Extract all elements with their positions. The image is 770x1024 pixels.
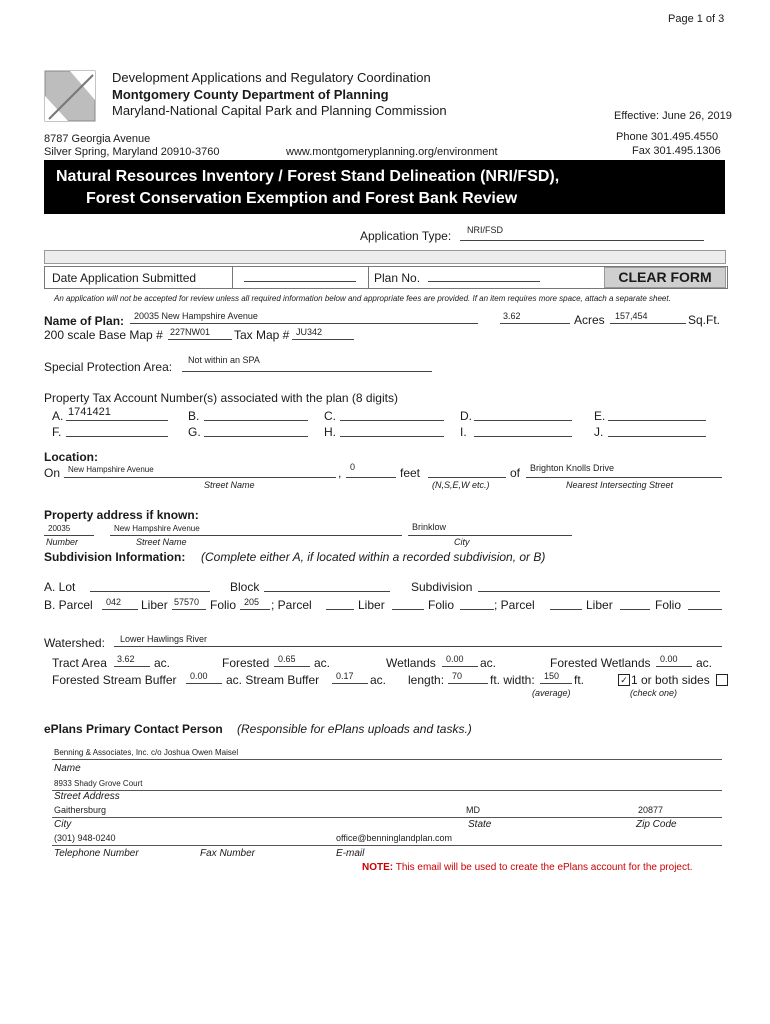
intersect-line: [526, 477, 722, 478]
contact-phone-value[interactable]: (301) 948-0240: [54, 833, 116, 843]
divider: [232, 266, 233, 288]
parcel3-line[interactable]: [550, 609, 582, 610]
application-type-label: Application Type:: [360, 229, 452, 243]
telephone-caption: Telephone Number: [54, 848, 139, 859]
subdivision-label: Subdivision: [411, 580, 473, 594]
forested-wetlands-label: Forested Wetlands: [550, 656, 651, 670]
parcel2-line[interactable]: [326, 609, 354, 610]
name-of-plan-label: Name of Plan:: [44, 314, 125, 328]
ac-label: ac.: [154, 656, 171, 670]
note-text: This email will be used to create the ePlans account for the project.: [393, 862, 693, 873]
tax-account-letter: H.: [324, 425, 336, 439]
tax-account-line: [66, 420, 168, 421]
width-label: ft. width:: [490, 673, 535, 687]
street-caption: Street Name: [136, 537, 187, 547]
one-or-both-sides-label: 1 or both sides: [631, 673, 710, 687]
tax-account-line[interactable]: [340, 420, 444, 421]
ac-label: ac.: [480, 656, 497, 670]
forested-label: Forested: [222, 656, 270, 670]
property-street-line: [110, 535, 402, 536]
intersect-caption: Nearest Intersecting Street: [566, 480, 674, 490]
tax-account-letter: F.: [52, 425, 62, 439]
parcel-label: B. Parcel: [44, 598, 93, 612]
check-one-caption: (check one): [630, 688, 678, 698]
contact-email-value[interactable]: office@benninglandplan.com: [336, 833, 453, 843]
subdivision-heading: Subdivision Information:: [44, 550, 186, 564]
contact-city-value[interactable]: Gaithersburg: [54, 805, 107, 815]
notice-text: An application will not be accepted for review unless all required information below and appropriate fees are provided. If an item requires more space, attach a separate sheet.: [54, 294, 671, 303]
contact-zip-value[interactable]: 20877: [638, 805, 664, 815]
folio3-label: Folio: [655, 598, 682, 612]
state-caption: State: [468, 819, 492, 830]
forested-stream-buffer-line: [186, 683, 222, 684]
ac-label: ac.: [314, 656, 331, 670]
stream-buffer-line: [332, 683, 368, 684]
spa-label: Special Protection Area:: [44, 360, 173, 374]
location-on-label: On: [44, 466, 61, 480]
name-of-plan-value[interactable]: 20035 New Hampshire Avenue: [134, 311, 258, 321]
city-caption: City: [454, 537, 470, 547]
location-comma: ,: [338, 466, 342, 480]
wetlands-line: [442, 666, 478, 667]
width-value[interactable]: 150: [544, 671, 560, 681]
contact-street-line: [52, 790, 722, 791]
tax-account-letter: A.: [52, 409, 64, 423]
stream-buffer-value[interactable]: 0.17: [336, 671, 354, 681]
org-line3: Maryland-National Capital Park and Planning Commission: [112, 103, 447, 118]
parcel3-label: ; Parcel: [494, 598, 535, 612]
contact-note: (Responsible for ePlans uploads and tasks.): [237, 722, 472, 736]
location-street-value[interactable]: New Hampshire Avenue: [68, 465, 154, 474]
lot-label: A. Lot: [44, 580, 76, 594]
tax-account-line[interactable]: [608, 436, 706, 437]
property-number-value[interactable]: 20035: [48, 524, 71, 533]
width-line: [540, 683, 572, 684]
forested-wetlands-line: [656, 666, 692, 667]
property-street-value[interactable]: New Hampshire Avenue: [114, 524, 200, 533]
acres-label: Acres: [574, 313, 605, 327]
fax-caption: Fax Number: [200, 848, 256, 859]
liber3-line[interactable]: [620, 609, 650, 610]
both-sides-checkbox[interactable]: [716, 674, 728, 686]
contact-city-line: [52, 817, 722, 818]
location-street-line: [64, 477, 336, 478]
tax-accounts-heading: Property Tax Account Number(s) associated with the plan (8 digits): [44, 391, 398, 405]
email-caption: E-mail: [336, 848, 365, 859]
plan-no-label: Plan No.: [374, 271, 421, 285]
tax-map-label: Tax Map #: [234, 328, 290, 342]
top-gray-bar: [44, 250, 726, 264]
form-title-bar: [44, 160, 725, 214]
mncppc-logo-icon: [44, 70, 96, 122]
tax-account-letter: J.: [594, 425, 604, 439]
liber-value[interactable]: 57570: [174, 597, 200, 607]
note-label: NOTE:: [362, 862, 394, 873]
tax-account-letter: E.: [594, 409, 606, 423]
feet-value[interactable]: 0: [350, 462, 356, 472]
tax-account-letter: I.: [460, 425, 467, 439]
parcel2-label: ; Parcel: [271, 598, 312, 612]
forested-value[interactable]: 0.65: [278, 654, 296, 664]
folio-line: [240, 609, 270, 610]
block-label: Block: [230, 580, 260, 594]
spa-line: [182, 371, 432, 372]
folio3-line[interactable]: [688, 609, 722, 610]
liber-label: Liber: [141, 598, 168, 612]
base-map-value[interactable]: 227NW01: [170, 327, 211, 337]
tax-account-line[interactable]: [66, 436, 168, 437]
liber2-label: Liber: [358, 598, 385, 612]
length-label: length:: [408, 673, 445, 687]
property-number-line: [44, 535, 94, 536]
org-line1: Development Applications and Regulatory Coordination: [112, 70, 431, 85]
tax-account-letter: C.: [324, 409, 336, 423]
fax-number: Fax 301.495.1306: [632, 145, 721, 157]
watershed-label: Watershed:: [44, 636, 105, 650]
plan-no-field[interactable]: [428, 281, 540, 282]
property-heading: Property address if known:: [44, 508, 199, 522]
spa-value[interactable]: Not within an SPA: [188, 355, 260, 365]
liber-line: [172, 609, 206, 610]
title-line2: Forest Conservation Exemption and Forest Bank Review: [86, 190, 518, 207]
application-type-line: [460, 240, 704, 241]
tract-area-value[interactable]: 3.62: [117, 654, 135, 664]
effective-date: Effective: June 26, 2019: [614, 110, 732, 122]
org-line2: Montgomery County Department of Planning: [112, 87, 389, 102]
tax-account-line[interactable]: [474, 436, 572, 437]
average-caption: (average): [532, 688, 571, 698]
name-caption: Name: [54, 763, 81, 774]
folio-label: Folio: [210, 598, 237, 612]
subdivision-note: (Complete either A, if located within a recorded subdivision, or B): [201, 550, 546, 564]
lot-line[interactable]: [90, 591, 210, 592]
parcel-value[interactable]: 042: [106, 597, 122, 607]
feet-label: feet: [400, 466, 421, 480]
stream-buffer-label: ac. Stream Buffer: [226, 673, 320, 687]
parcel-line: [102, 609, 138, 610]
location-heading: Location:: [44, 450, 98, 464]
block-line[interactable]: [264, 591, 390, 592]
contact-state-value[interactable]: MD: [466, 805, 480, 815]
watershed-value[interactable]: Lower Hawlings River: [120, 634, 208, 644]
tax-account-line[interactable]: [340, 436, 444, 437]
zip-caption: Zip Code: [636, 819, 677, 830]
direction-caption: (N,S,E,W etc.): [432, 480, 490, 490]
tax-map-line: [292, 339, 354, 340]
contact-name-line: [52, 759, 722, 760]
ac-label: ac.: [370, 673, 387, 687]
contact-phone-line: [52, 845, 722, 846]
folio2-label: Folio: [428, 598, 455, 612]
feet-line: [346, 477, 396, 478]
one-side-checkbox[interactable]: ✓: [618, 674, 630, 686]
tax-account-value[interactable]: 1741421: [68, 406, 111, 418]
forested-line: [274, 666, 310, 667]
tax-map-value[interactable]: JU342: [296, 327, 323, 337]
liber2-line[interactable]: [392, 609, 424, 610]
property-city-line: [408, 535, 572, 536]
date-submitted-field[interactable]: [244, 281, 356, 282]
tax-account-letter: G.: [188, 425, 201, 439]
intersect-value[interactable]: Brighton Knolls Drive: [530, 463, 615, 473]
folio-value[interactable]: 205: [244, 597, 260, 607]
ac-label: ac.: [696, 656, 713, 670]
sqft-line: [610, 323, 686, 324]
street-caption: Street Name: [204, 480, 255, 490]
base-map-line: [168, 339, 232, 340]
subdivision-line[interactable]: [478, 591, 720, 592]
clear-form-button[interactable]: CLEAR FORM: [604, 267, 726, 288]
of-label: of: [510, 466, 521, 480]
tax-account-line[interactable]: [204, 436, 308, 437]
email-note: [362, 862, 693, 873]
liber3-label: Liber: [586, 598, 613, 612]
acres-line: [500, 323, 570, 324]
address-line2: Silver Spring, Maryland 20910-3760: [44, 146, 220, 158]
phone-number: Phone 301.495.4550: [616, 131, 719, 143]
tax-account-line[interactable]: [204, 420, 308, 421]
name-of-plan-line: [130, 323, 478, 324]
sqft-label: Sq.Ft.: [688, 313, 721, 327]
address-line1: 8787 Georgia Avenue: [44, 133, 151, 145]
length-value[interactable]: 70: [452, 671, 463, 681]
page-number: Page 1 of 3: [668, 13, 725, 25]
property-city-value[interactable]: Brinklow: [412, 522, 447, 532]
acres-value[interactable]: 3.62: [503, 311, 521, 321]
tract-area-line: [114, 666, 150, 667]
wetlands-value[interactable]: 0.00: [446, 654, 464, 664]
contact-heading: ePlans Primary Contact Person: [44, 722, 223, 736]
divider: [368, 266, 369, 288]
tax-account-line[interactable]: [474, 420, 572, 421]
title-line1: Natural Resources Inventory / Forest Stand Delineation (NRI/FSD),: [56, 168, 560, 185]
tract-area-label: Tract Area: [52, 656, 107, 670]
direction-line[interactable]: [428, 477, 506, 478]
city-caption: City: [54, 819, 72, 830]
tax-account-line[interactable]: [608, 420, 706, 421]
website-link[interactable]: www.montgomeryplanning.org/environment: [286, 146, 498, 158]
tax-account-letter: D.: [460, 409, 472, 423]
contact-name-value[interactable]: Benning & Associates, Inc. c/o Joshua Owen Maisel: [54, 748, 239, 757]
base-map-label: 200 scale Base Map #: [44, 328, 163, 342]
forested-wetlands-value[interactable]: 0.00: [660, 654, 678, 664]
wetlands-label: Wetlands: [386, 656, 436, 670]
watershed-line: [114, 646, 722, 647]
street-address-caption: Street Address: [54, 791, 120, 802]
tax-account-letter: B.: [188, 409, 200, 423]
number-caption: Number: [46, 537, 79, 547]
forested-stream-buffer-value[interactable]: 0.00: [190, 671, 208, 681]
sqft-value[interactable]: 157,454: [615, 311, 648, 321]
date-submitted-label: Date Application Submitted: [52, 271, 197, 285]
folio2-line[interactable]: [460, 609, 494, 610]
contact-street-value[interactable]: 8933 Shady Grove Court: [54, 779, 143, 788]
application-type-value[interactable]: NRI/FSD: [467, 225, 503, 235]
length-line: [448, 683, 488, 684]
ft-label: ft.: [574, 673, 585, 687]
forested-stream-buffer-label: Forested Stream Buffer: [52, 673, 177, 687]
